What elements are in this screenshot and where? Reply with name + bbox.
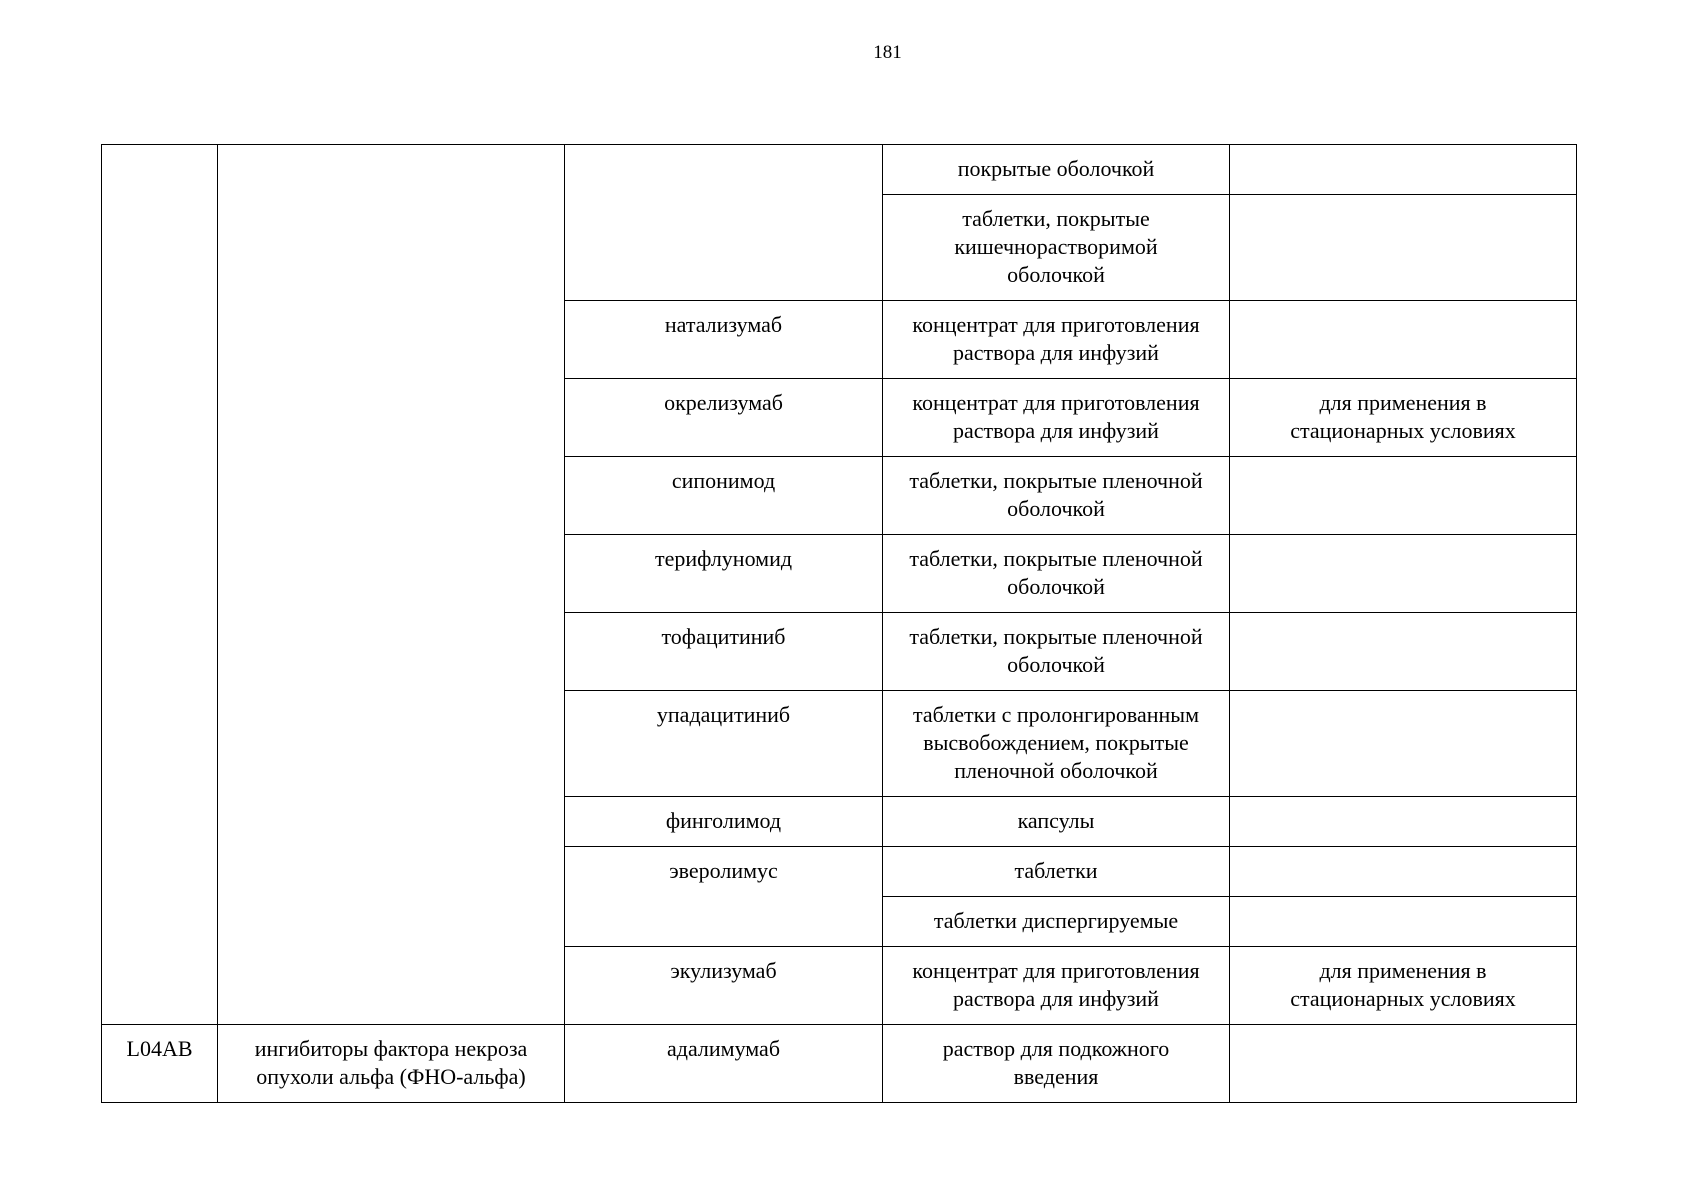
group-name-cell [218,1025,565,1103]
dosage-form: таблетки, покрытые пленочной оболочкой [909,468,1203,521]
drug-name-cell [565,145,883,301]
atc-code-cell [102,145,218,1025]
drug-table [101,144,1577,1103]
dosage-form: концентрат для приготовления раствора для инфузий [912,958,1200,1011]
note-cell [1230,145,1577,195]
dosage-form-cell [883,797,1230,847]
drug-name-cell [565,1025,883,1103]
dosage-form: раствор для подкожного введения [942,1036,1170,1089]
dosage-form-cell [883,691,1230,797]
dosage-form-cell [883,195,1230,301]
note-cell [1230,947,1577,1025]
drug-name-cell [565,691,883,797]
atc-code: L04AB [126,1036,193,1061]
note-cell [1230,535,1577,613]
drug-name-cell [565,301,883,379]
dosage-form: таблетки диспергируемые [933,908,1179,933]
note-cell [1230,797,1577,847]
dosage-form: таблетки, покрытые пленочной оболочкой [909,624,1203,677]
drug-name: эверолимус [669,858,778,883]
note-cell [1230,457,1577,535]
usage-note: для применения в стационарных условиях [1290,390,1516,443]
note-cell [1230,613,1577,691]
dosage-form: концентрат для приготовления раствора для инфузий [912,390,1200,443]
group-name: ингибиторы фактора некроза опухоли альфа (ФНО-альфа) [254,1036,528,1089]
drug-name: адалимумаб [666,1036,781,1061]
drug-name: упадацитиниб [656,702,791,727]
dosage-form-cell [883,535,1230,613]
note-cell [1230,379,1577,457]
table-row [102,145,1577,195]
drug-name-cell [565,535,883,613]
dosage-form-cell [883,457,1230,535]
drug-name-cell [565,379,883,457]
dosage-form-cell [883,897,1230,947]
table-row [102,1025,1577,1103]
dosage-form-cell [883,301,1230,379]
dosage-form: таблетки с пролонгированным высвобождением, покрытые пленочной оболочкой [912,702,1200,783]
page-number: 181 [873,42,902,63]
drug-name: окрелизумаб [664,390,783,415]
drug-name: финголимод [665,808,782,833]
drug-name-cell [565,613,883,691]
dosage-form: таблетки, покрытые кишечнорастворимой оболочкой [954,206,1158,287]
note-cell [1230,897,1577,947]
dosage-form: таблетки [1014,858,1098,883]
drug-name-cell [565,797,883,847]
dosage-form: капсулы [1017,808,1095,833]
drug-name-cell [565,947,883,1025]
note-cell [1230,301,1577,379]
drug-name-cell [565,457,883,535]
drug-name: натализумаб [664,312,783,337]
group-name-cell [218,145,565,1025]
dosage-form-cell [883,379,1230,457]
note-cell [1230,691,1577,797]
dosage-form-cell [883,1025,1230,1103]
drug-name-cell [565,847,883,947]
dosage-form: покрытые оболочкой [957,156,1155,181]
note-cell [1230,195,1577,301]
drug-name: экулизумаб [670,958,777,983]
dosage-form-cell [883,145,1230,195]
drug-name: терифлуномид [654,546,793,571]
dosage-form-cell [883,847,1230,897]
drug-name: сипонимод [671,468,776,493]
dosage-form: таблетки, покрытые пленочной оболочкой [909,546,1203,599]
drug-name: тофацитиниб [661,624,786,649]
note-cell [1230,847,1577,897]
note-cell [1230,1025,1577,1103]
usage-note: для применения в стационарных условиях [1290,958,1516,1011]
dosage-form-cell [883,613,1230,691]
atc-code-cell [102,1025,218,1103]
dosage-form: концентрат для приготовления раствора для инфузий [912,312,1200,365]
dosage-form-cell [883,947,1230,1025]
